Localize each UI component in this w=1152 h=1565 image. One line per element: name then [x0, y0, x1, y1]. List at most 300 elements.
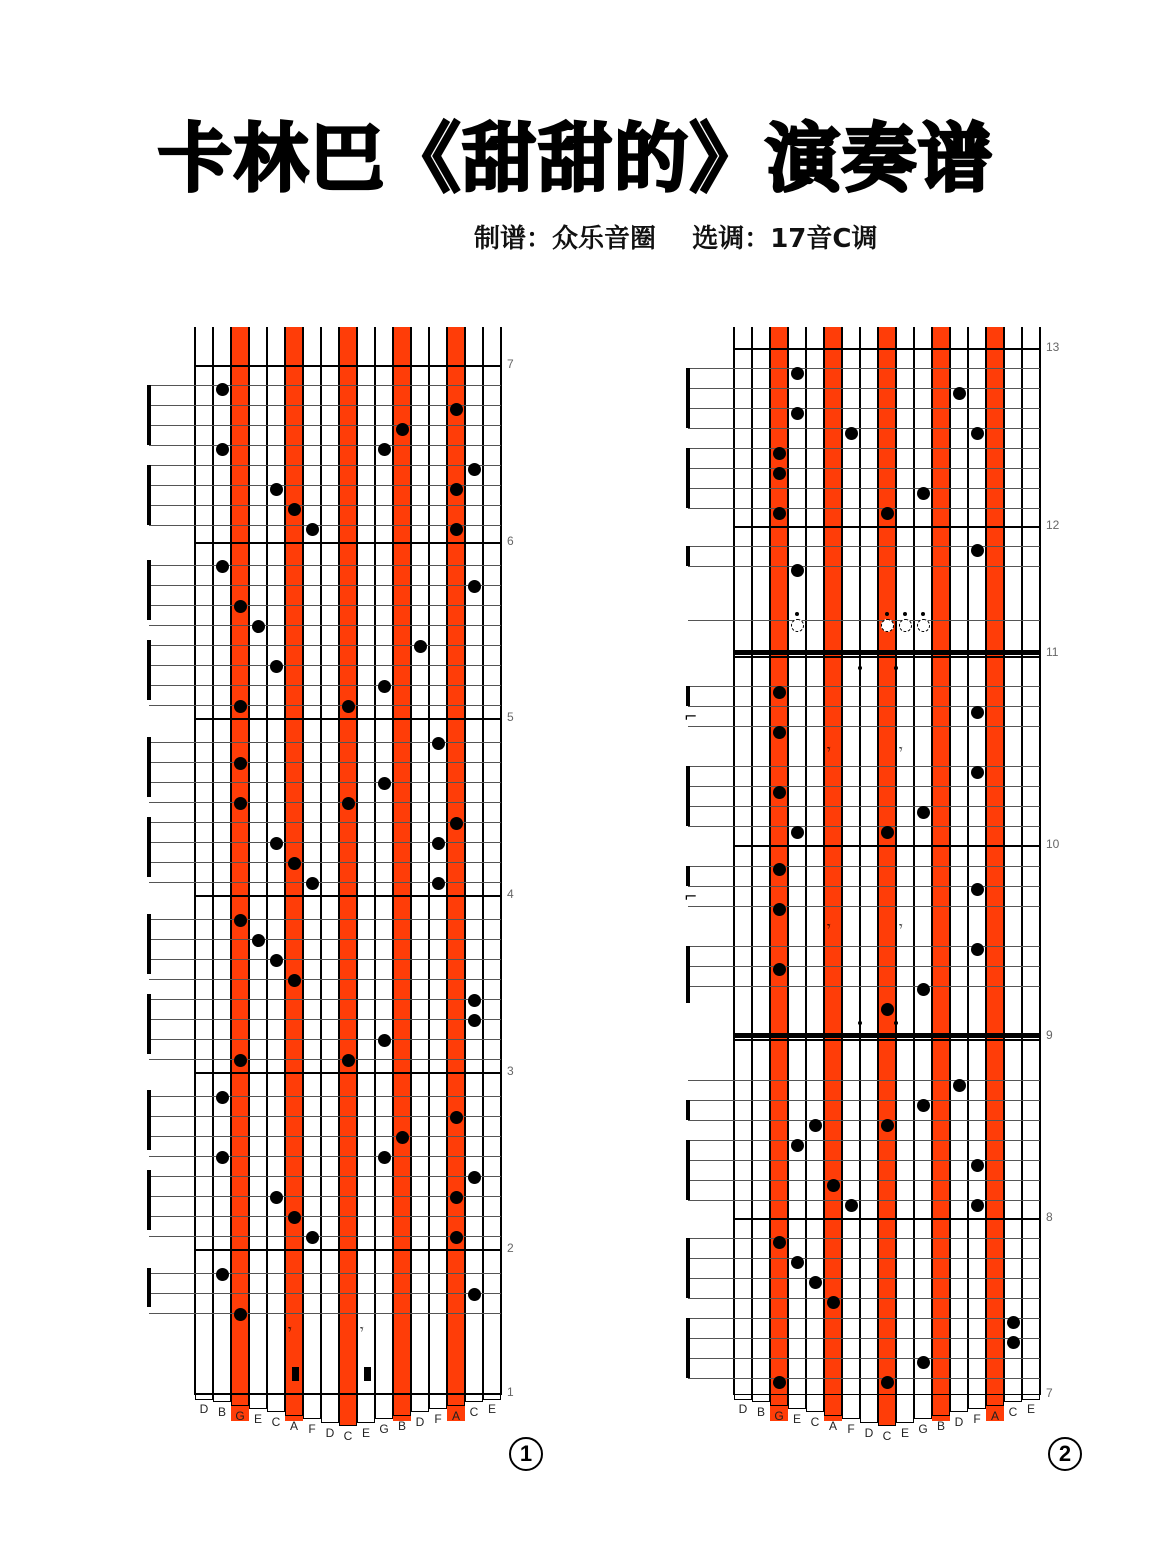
key-divider	[284, 327, 286, 1395]
key-label: C	[343, 1429, 353, 1443]
note-dot[interactable]	[414, 640, 427, 653]
note-dot[interactable]	[378, 1034, 391, 1047]
key-label: C	[469, 1405, 479, 1419]
note-dot[interactable]	[845, 1199, 858, 1212]
note-dot[interactable]	[378, 777, 391, 790]
note-dot[interactable]	[468, 1014, 481, 1027]
beat-line	[688, 1140, 1040, 1141]
measure-number: 10	[1046, 837, 1060, 851]
key-label: B	[756, 1405, 765, 1419]
red-key-column	[932, 327, 950, 1421]
kalimba-tine	[986, 1395, 1004, 1406]
beam-bar	[147, 914, 151, 974]
key-label: C	[810, 1415, 820, 1429]
key-label: C	[882, 1429, 892, 1443]
measure-number: 13	[1046, 340, 1060, 354]
measure-number: 7	[507, 357, 514, 371]
red-key-column	[231, 327, 249, 1421]
note-dot[interactable]	[216, 1151, 229, 1164]
kalimba-tine	[195, 1395, 213, 1400]
page-number-badge: 1	[509, 1437, 543, 1471]
measure-line	[734, 1218, 1040, 1220]
note-dot[interactable]	[773, 447, 786, 460]
kalimba-tine	[231, 1395, 249, 1406]
beat-line	[149, 979, 501, 980]
measure-number: 3	[507, 1064, 514, 1078]
note-dot[interactable]	[971, 943, 984, 956]
kalimba-tine	[339, 1395, 357, 1426]
kalimba-tine	[303, 1395, 321, 1419]
note-dot[interactable]	[917, 1356, 930, 1369]
note-dot[interactable]	[234, 600, 247, 613]
slur-icon: ⌐	[684, 707, 698, 726]
double-bar-line	[734, 650, 1040, 653]
measure-line	[195, 1072, 501, 1074]
note-dot[interactable]	[809, 1276, 822, 1289]
measure-number: 11	[1046, 645, 1059, 659]
key-label: A	[990, 1409, 999, 1423]
key-label: E	[792, 1412, 801, 1426]
note-dot[interactable]	[809, 1119, 822, 1132]
kalimba-tine	[914, 1395, 932, 1419]
note-dot[interactable]	[450, 1231, 463, 1244]
repeat-dot	[894, 1021, 898, 1025]
note-dot[interactable]	[450, 523, 463, 536]
note-dot[interactable]	[450, 483, 463, 496]
note-dot[interactable]	[378, 1151, 391, 1164]
key-divider	[428, 327, 430, 1395]
note-dot[interactable]	[468, 1171, 481, 1184]
key-label: E	[487, 1402, 496, 1416]
kalimba-tine	[1004, 1395, 1022, 1402]
note-dot[interactable]	[432, 737, 445, 750]
note-dot[interactable]	[450, 1111, 463, 1124]
kalimba-tine	[375, 1395, 393, 1419]
beat-line	[688, 1358, 1040, 1359]
beat-line	[688, 766, 1040, 767]
note-dot[interactable]	[773, 726, 786, 739]
note-dot[interactable]	[827, 1296, 840, 1309]
beat-line	[688, 1120, 1040, 1121]
slur-icon: ⌐	[684, 887, 698, 906]
staccato-dot	[903, 612, 907, 616]
note-dot[interactable]	[288, 1211, 301, 1224]
note-dot[interactable]	[396, 423, 409, 436]
note-dot[interactable]	[270, 1191, 283, 1204]
beat-line	[149, 425, 501, 426]
key-label: B	[217, 1405, 226, 1419]
beam-bar	[686, 1100, 690, 1120]
note-dot[interactable]	[791, 1256, 804, 1269]
note-dot[interactable]	[432, 877, 445, 890]
quarter-rest-icon	[292, 1367, 299, 1381]
kalimba-tine	[1022, 1395, 1040, 1400]
note-dot[interactable]	[342, 797, 355, 810]
note-dot[interactable]	[881, 1376, 894, 1389]
note-dot[interactable]	[917, 806, 930, 819]
note-dot[interactable]	[881, 507, 894, 520]
kalimba-tine	[950, 1395, 968, 1412]
beat-line	[149, 445, 501, 446]
beat-line	[688, 546, 1040, 547]
note-dot[interactable]	[378, 443, 391, 456]
beat-line	[149, 1236, 501, 1237]
measure-line	[734, 1036, 1040, 1038]
key-label: F	[308, 1422, 316, 1436]
staccato-dot	[795, 612, 799, 616]
note-dot[interactable]	[791, 407, 804, 420]
kalimba-tine	[357, 1395, 375, 1423]
beat-line	[149, 385, 501, 386]
kalimba-tine	[393, 1395, 411, 1416]
beat-line	[688, 1100, 1040, 1101]
measure-number: 5	[507, 710, 514, 724]
beat-line	[688, 906, 1040, 907]
note-dot[interactable]	[773, 467, 786, 480]
key-divider	[212, 327, 214, 1395]
note-dot[interactable]	[234, 1054, 247, 1067]
beam-bar	[147, 817, 151, 877]
key-divider	[194, 327, 196, 1395]
note-dot[interactable]	[234, 757, 247, 770]
key-divider	[446, 327, 448, 1395]
key-label: E	[361, 1426, 370, 1440]
beat-line	[149, 485, 501, 486]
beat-line	[688, 806, 1040, 807]
kalimba-tine	[213, 1395, 231, 1402]
measure-number: 9	[1046, 1028, 1053, 1042]
beat-line	[688, 566, 1040, 567]
key-divider	[320, 327, 322, 1395]
note-dot[interactable]	[234, 797, 247, 810]
beat-line	[149, 1216, 501, 1217]
eighth-rest-icon: 𝄾	[827, 742, 831, 758]
note-dot[interactable]	[468, 1288, 481, 1301]
key-label: D	[325, 1426, 335, 1440]
beat-line	[688, 886, 1040, 887]
eighth-rest-icon: 𝄾	[360, 1322, 364, 1338]
key-label: D	[738, 1402, 748, 1416]
note-dot[interactable]	[881, 1119, 894, 1132]
beam-bar	[147, 560, 151, 620]
red-key-column	[285, 327, 303, 1421]
key-label: E	[253, 1412, 262, 1426]
beat-line	[149, 1156, 501, 1157]
quarter-rest-icon	[364, 1367, 371, 1381]
kalimba-tine	[770, 1395, 788, 1406]
beat-line	[149, 862, 501, 863]
key-label: C	[1008, 1405, 1018, 1419]
note-dot[interactable]	[396, 1131, 409, 1144]
key-label: A	[451, 1409, 460, 1423]
beat-line	[149, 802, 501, 803]
key-divider	[464, 327, 466, 1395]
note-dot[interactable]	[216, 560, 229, 573]
kalimba-tine	[249, 1395, 267, 1409]
beat-line	[149, 405, 501, 406]
note-dot[interactable]	[234, 914, 247, 927]
note-dot[interactable]	[450, 403, 463, 416]
kalimba-tine	[806, 1395, 824, 1412]
beat-line	[149, 999, 501, 1000]
beat-line	[149, 919, 501, 920]
measure-number: 8	[1046, 1210, 1053, 1224]
note-dot[interactable]	[288, 974, 301, 987]
note-dot[interactable]	[216, 1091, 229, 1104]
beat-line	[149, 939, 501, 940]
note-dot[interactable]	[773, 863, 786, 876]
beat-line	[149, 525, 501, 526]
note-dot[interactable]	[971, 427, 984, 440]
note-dot[interactable]	[432, 837, 445, 850]
note-dot[interactable]	[917, 983, 930, 996]
measure-number: 6	[507, 534, 514, 548]
beat-line	[688, 448, 1040, 449]
kalimba-tine	[842, 1395, 860, 1419]
beat-line	[688, 706, 1040, 707]
beam-bar	[686, 866, 690, 886]
note-dot[interactable]	[917, 1099, 930, 1112]
note-dot[interactable]	[791, 826, 804, 839]
beat-line	[149, 1116, 501, 1117]
beat-line	[688, 1378, 1040, 1379]
beat-line	[149, 1136, 501, 1137]
eighth-rest-icon: 𝄾	[899, 919, 903, 935]
kalimba-tine	[878, 1395, 896, 1426]
note-dot[interactable]	[845, 427, 858, 440]
note-dot[interactable]	[971, 766, 984, 779]
note-dot[interactable]	[881, 1003, 894, 1016]
note-dot[interactable]	[953, 387, 966, 400]
note-dot[interactable]	[234, 700, 247, 713]
kalimba-tine	[896, 1395, 914, 1423]
beat-line	[688, 986, 1040, 987]
eighth-rest-icon: 𝄾	[288, 1322, 292, 1338]
beat-line	[149, 505, 501, 506]
red-key-column	[339, 327, 357, 1421]
beat-line	[149, 605, 501, 606]
note-dot[interactable]	[468, 463, 481, 476]
beat-line	[688, 786, 1040, 787]
note-dot[interactable]	[917, 487, 930, 500]
note-dot[interactable]	[468, 580, 481, 593]
measure-number: 2	[507, 1241, 514, 1255]
key-divider	[266, 327, 268, 1395]
key-label: A	[289, 1419, 298, 1433]
double-bar-line	[734, 656, 1040, 658]
note-dot[interactable]	[342, 700, 355, 713]
beam-bar	[147, 737, 151, 797]
kalimba-tine	[932, 1395, 950, 1416]
key-label: A	[828, 1419, 837, 1433]
beat-line	[149, 665, 501, 666]
beam-bar	[147, 1268, 151, 1307]
beat-line	[688, 468, 1040, 469]
beat-line	[149, 742, 501, 743]
note-dot[interactable]	[288, 857, 301, 870]
beam-bar	[147, 640, 151, 700]
note-dot[interactable]	[953, 1079, 966, 1092]
key-divider	[410, 327, 412, 1395]
measure-number: 7	[1046, 1386, 1053, 1400]
note-dot[interactable]	[288, 503, 301, 516]
measure-line	[195, 365, 501, 367]
note-dot[interactable]	[791, 367, 804, 380]
note-dot[interactable]	[971, 1199, 984, 1212]
note-dot[interactable]	[773, 903, 786, 916]
note-dot[interactable]	[270, 954, 283, 967]
repeat-dot	[858, 666, 862, 670]
kalimba-tine	[429, 1395, 447, 1409]
beat-line	[688, 428, 1040, 429]
hollow-note[interactable]	[917, 619, 930, 632]
beat-line	[688, 620, 1040, 621]
page-title: 卡林巴《甜甜的》演奏谱	[158, 116, 994, 202]
key-divider	[338, 327, 340, 1395]
beat-line	[688, 368, 1040, 369]
note-dot[interactable]	[791, 564, 804, 577]
hollow-note[interactable]	[791, 619, 804, 632]
beam-bar	[147, 994, 151, 1054]
beat-line	[688, 1318, 1040, 1319]
note-dot[interactable]	[773, 963, 786, 976]
beat-line	[688, 686, 1040, 687]
double-bar-line	[734, 1033, 1040, 1036]
note-dot[interactable]	[216, 383, 229, 396]
beam-bar	[686, 1318, 690, 1378]
beat-line	[149, 1196, 501, 1197]
beat-line	[149, 1293, 501, 1294]
key-label: G	[774, 1409, 784, 1423]
key-label: D	[954, 1415, 964, 1429]
beat-line	[688, 1160, 1040, 1161]
key-divider	[302, 327, 304, 1395]
key-divider	[230, 327, 232, 1395]
kalimba-tine	[824, 1395, 842, 1416]
note-dot[interactable]	[773, 507, 786, 520]
key-label: B	[936, 1419, 945, 1433]
beat-line	[688, 408, 1040, 409]
beat-line	[149, 782, 501, 783]
red-key-column	[878, 327, 896, 1421]
eighth-rest-icon: 𝄾	[827, 919, 831, 935]
page-number-badge: 2	[1048, 1437, 1082, 1471]
staccato-dot	[921, 612, 925, 616]
kalimba-tine	[447, 1395, 465, 1406]
beat-line	[688, 1258, 1040, 1259]
note-dot[interactable]	[971, 706, 984, 719]
beat-line	[688, 826, 1040, 827]
red-key-column	[824, 327, 842, 1421]
beat-line	[149, 1176, 501, 1177]
measure-number: 1	[507, 1385, 514, 1399]
note-dot[interactable]	[270, 483, 283, 496]
beat-line	[688, 1180, 1040, 1181]
note-dot[interactable]	[971, 883, 984, 896]
note-dot[interactable]	[270, 837, 283, 850]
beat-line	[149, 882, 501, 883]
note-dot[interactable]	[1007, 1336, 1020, 1349]
hollow-note[interactable]	[899, 619, 912, 632]
note-dot[interactable]	[450, 817, 463, 830]
note-dot[interactable]	[216, 1268, 229, 1281]
note-dot[interactable]	[270, 660, 283, 673]
beat-line	[688, 726, 1040, 727]
beat-line	[688, 488, 1040, 489]
key-divider	[500, 327, 502, 1395]
kalimba-tine	[968, 1395, 986, 1409]
kalimba-tine	[483, 1395, 501, 1400]
measure-line	[195, 718, 501, 720]
key-label: G	[918, 1422, 928, 1436]
note-dot[interactable]	[252, 934, 265, 947]
note-dot[interactable]	[468, 994, 481, 1007]
beat-line	[149, 1313, 501, 1314]
beat-line	[149, 625, 501, 626]
note-dot[interactable]	[216, 443, 229, 456]
beat-line	[688, 388, 1040, 389]
key-divider	[248, 327, 250, 1395]
beat-line	[149, 1039, 501, 1040]
kalimba-tine	[321, 1395, 339, 1423]
note-dot[interactable]	[306, 1231, 319, 1244]
key-label: G	[235, 1409, 245, 1423]
key-label: G	[379, 1422, 389, 1436]
note-dot[interactable]	[1007, 1316, 1020, 1329]
note-dot[interactable]	[773, 1376, 786, 1389]
key-label: B	[397, 1419, 406, 1433]
note-dot[interactable]	[306, 877, 319, 890]
note-dot[interactable]	[378, 680, 391, 693]
note-dot[interactable]	[971, 544, 984, 557]
key-label: E	[900, 1426, 909, 1440]
note-dot[interactable]	[342, 1054, 355, 1067]
note-dot[interactable]	[881, 826, 894, 839]
repeat-dot	[858, 1021, 862, 1025]
beat-line	[149, 842, 501, 843]
beat-line	[149, 822, 501, 823]
measure-number: 4	[507, 887, 514, 901]
note-dot[interactable]	[450, 1191, 463, 1204]
note-dot[interactable]	[252, 620, 265, 633]
note-dot[interactable]	[773, 686, 786, 699]
note-dot[interactable]	[827, 1179, 840, 1192]
note-dot[interactable]	[234, 1308, 247, 1321]
hollow-note[interactable]	[881, 619, 894, 632]
beat-line	[688, 1238, 1040, 1239]
note-dot[interactable]	[773, 1236, 786, 1249]
beam-bar	[147, 465, 151, 525]
key-label: E	[1026, 1402, 1035, 1416]
measure-line	[195, 895, 501, 897]
beam-bar	[686, 448, 690, 508]
beat-line	[688, 1200, 1040, 1201]
beam-bar	[147, 1090, 151, 1150]
note-dot[interactable]	[791, 1139, 804, 1152]
subtitle: 制谱：众乐音圈 选调：17音C调	[474, 224, 878, 254]
key-label: D	[415, 1415, 425, 1429]
staccato-dot	[885, 612, 889, 616]
beat-line	[149, 762, 501, 763]
note-dot[interactable]	[971, 1159, 984, 1172]
kalimba-tine	[860, 1395, 878, 1423]
key-label: F	[847, 1422, 855, 1436]
beam-bar	[686, 368, 690, 428]
note-dot[interactable]	[773, 786, 786, 799]
note-dot[interactable]	[306, 523, 319, 536]
kalimba-tine	[788, 1395, 806, 1409]
key-divider	[356, 327, 358, 1395]
